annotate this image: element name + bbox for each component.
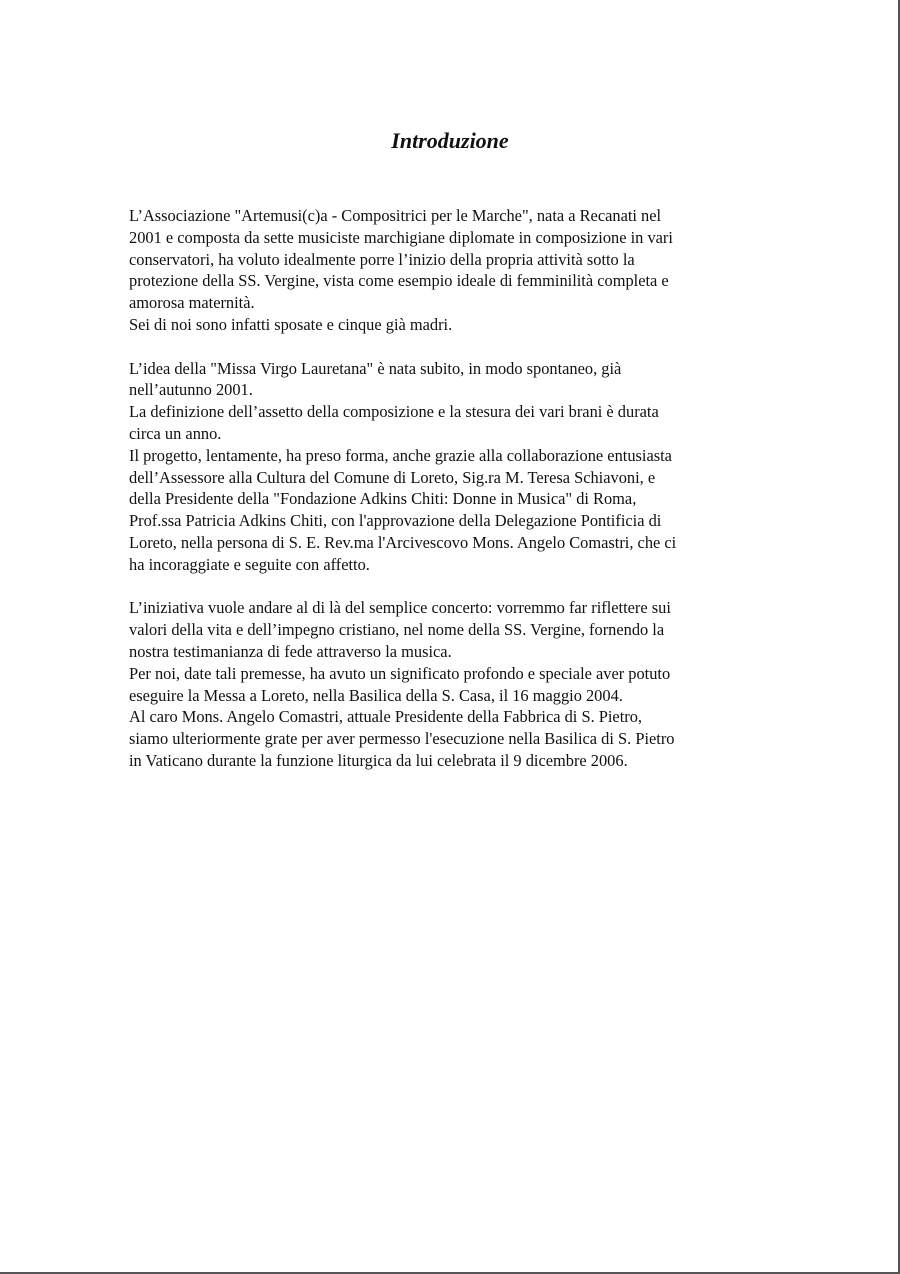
text-line: Sei di noi sono infatti sposate e cinque già madri. [129,314,453,334]
text-line: dell’Assessore alla Cultura del Comune di Loreto, Sig.ra M. Teresa Schiavoni, e [129,467,656,487]
text-line: circa un anno. [129,423,222,443]
text-line: della Presidente della "Fondazione Adkins Chiti: Donne in Musica" di Roma, [129,489,637,509]
text-line: Il progetto, lentamente, ha preso forma, anche grazie alla collaborazione entusiasta [129,445,672,465]
text-line: nell’autunno 2001. [129,380,253,400]
text-line: Per noi, date tali premesse, ha avuto un significato profondo e speciale aver potuto [129,663,671,683]
paragraph-1 [129,205,779,336]
text-line: Loreto, nella persona di S. E. Rev.ma l'Arcivescovo Mons. Angelo Comastri, che ci [129,532,677,552]
text-line: amorosa maternità. [129,293,255,313]
text-line: L’Associazione "Artemusi(c)a - Compositrici per le Marche", nata a Recanati nel [129,206,662,225]
paragraph-2 [129,358,779,576]
text-line: L’idea della "Missa Virgo Lauretana" è nata subito, in modo spontaneo, già [129,358,622,378]
text-line: 2001 e composta da sette musiciste marchigiane diplomate in composizione in vari [129,227,673,247]
text-line: L’iniziativa vuole andare al di là del semplice concerto: vorremmo far riflettere sui [129,598,671,618]
text-line: in Vaticano durante la funzione liturgica da lui celebrata il 9 dicembre 2006. [129,750,628,770]
page-title: Introduzione [391,128,509,153]
paragraph-3 [129,597,779,771]
document-body [129,205,779,794]
text-line: siamo ulteriormente grate per aver permesso l'esecuzione nella Basilica di S. Pietro [129,729,675,749]
text-line: Al caro Mons. Angelo Comastri, attuale Presidente della Fabbrica di S. Pietro, [129,707,643,727]
text-line: conservatori, ha voluto idealmente porre l’inizio della propria attività sotto la [129,249,635,269]
text-line: La definizione dell’assetto della composizione e la stesura dei vari brani è durata [129,402,659,422]
text-line: nostra testimanianza di fede attraverso la musica. [129,641,452,661]
text-line: Prof.ssa Patricia Adkins Chiti, con l'approvazione della Delegazione Pontificia di [129,511,662,531]
text-line: ha incoraggiate e seguite con affetto. [129,554,370,574]
text-line: protezione della SS. Vergine, vista come esempio ideale di femminilità completa e [129,271,669,291]
text-line: valori della vita e dell’impegno cristiano, nel nome della SS. Vergine, fornendo la [129,620,665,640]
text-line: eseguire la Messa a Loreto, nella Basilica della S. Casa, il 16 maggio 2004. [129,685,623,705]
